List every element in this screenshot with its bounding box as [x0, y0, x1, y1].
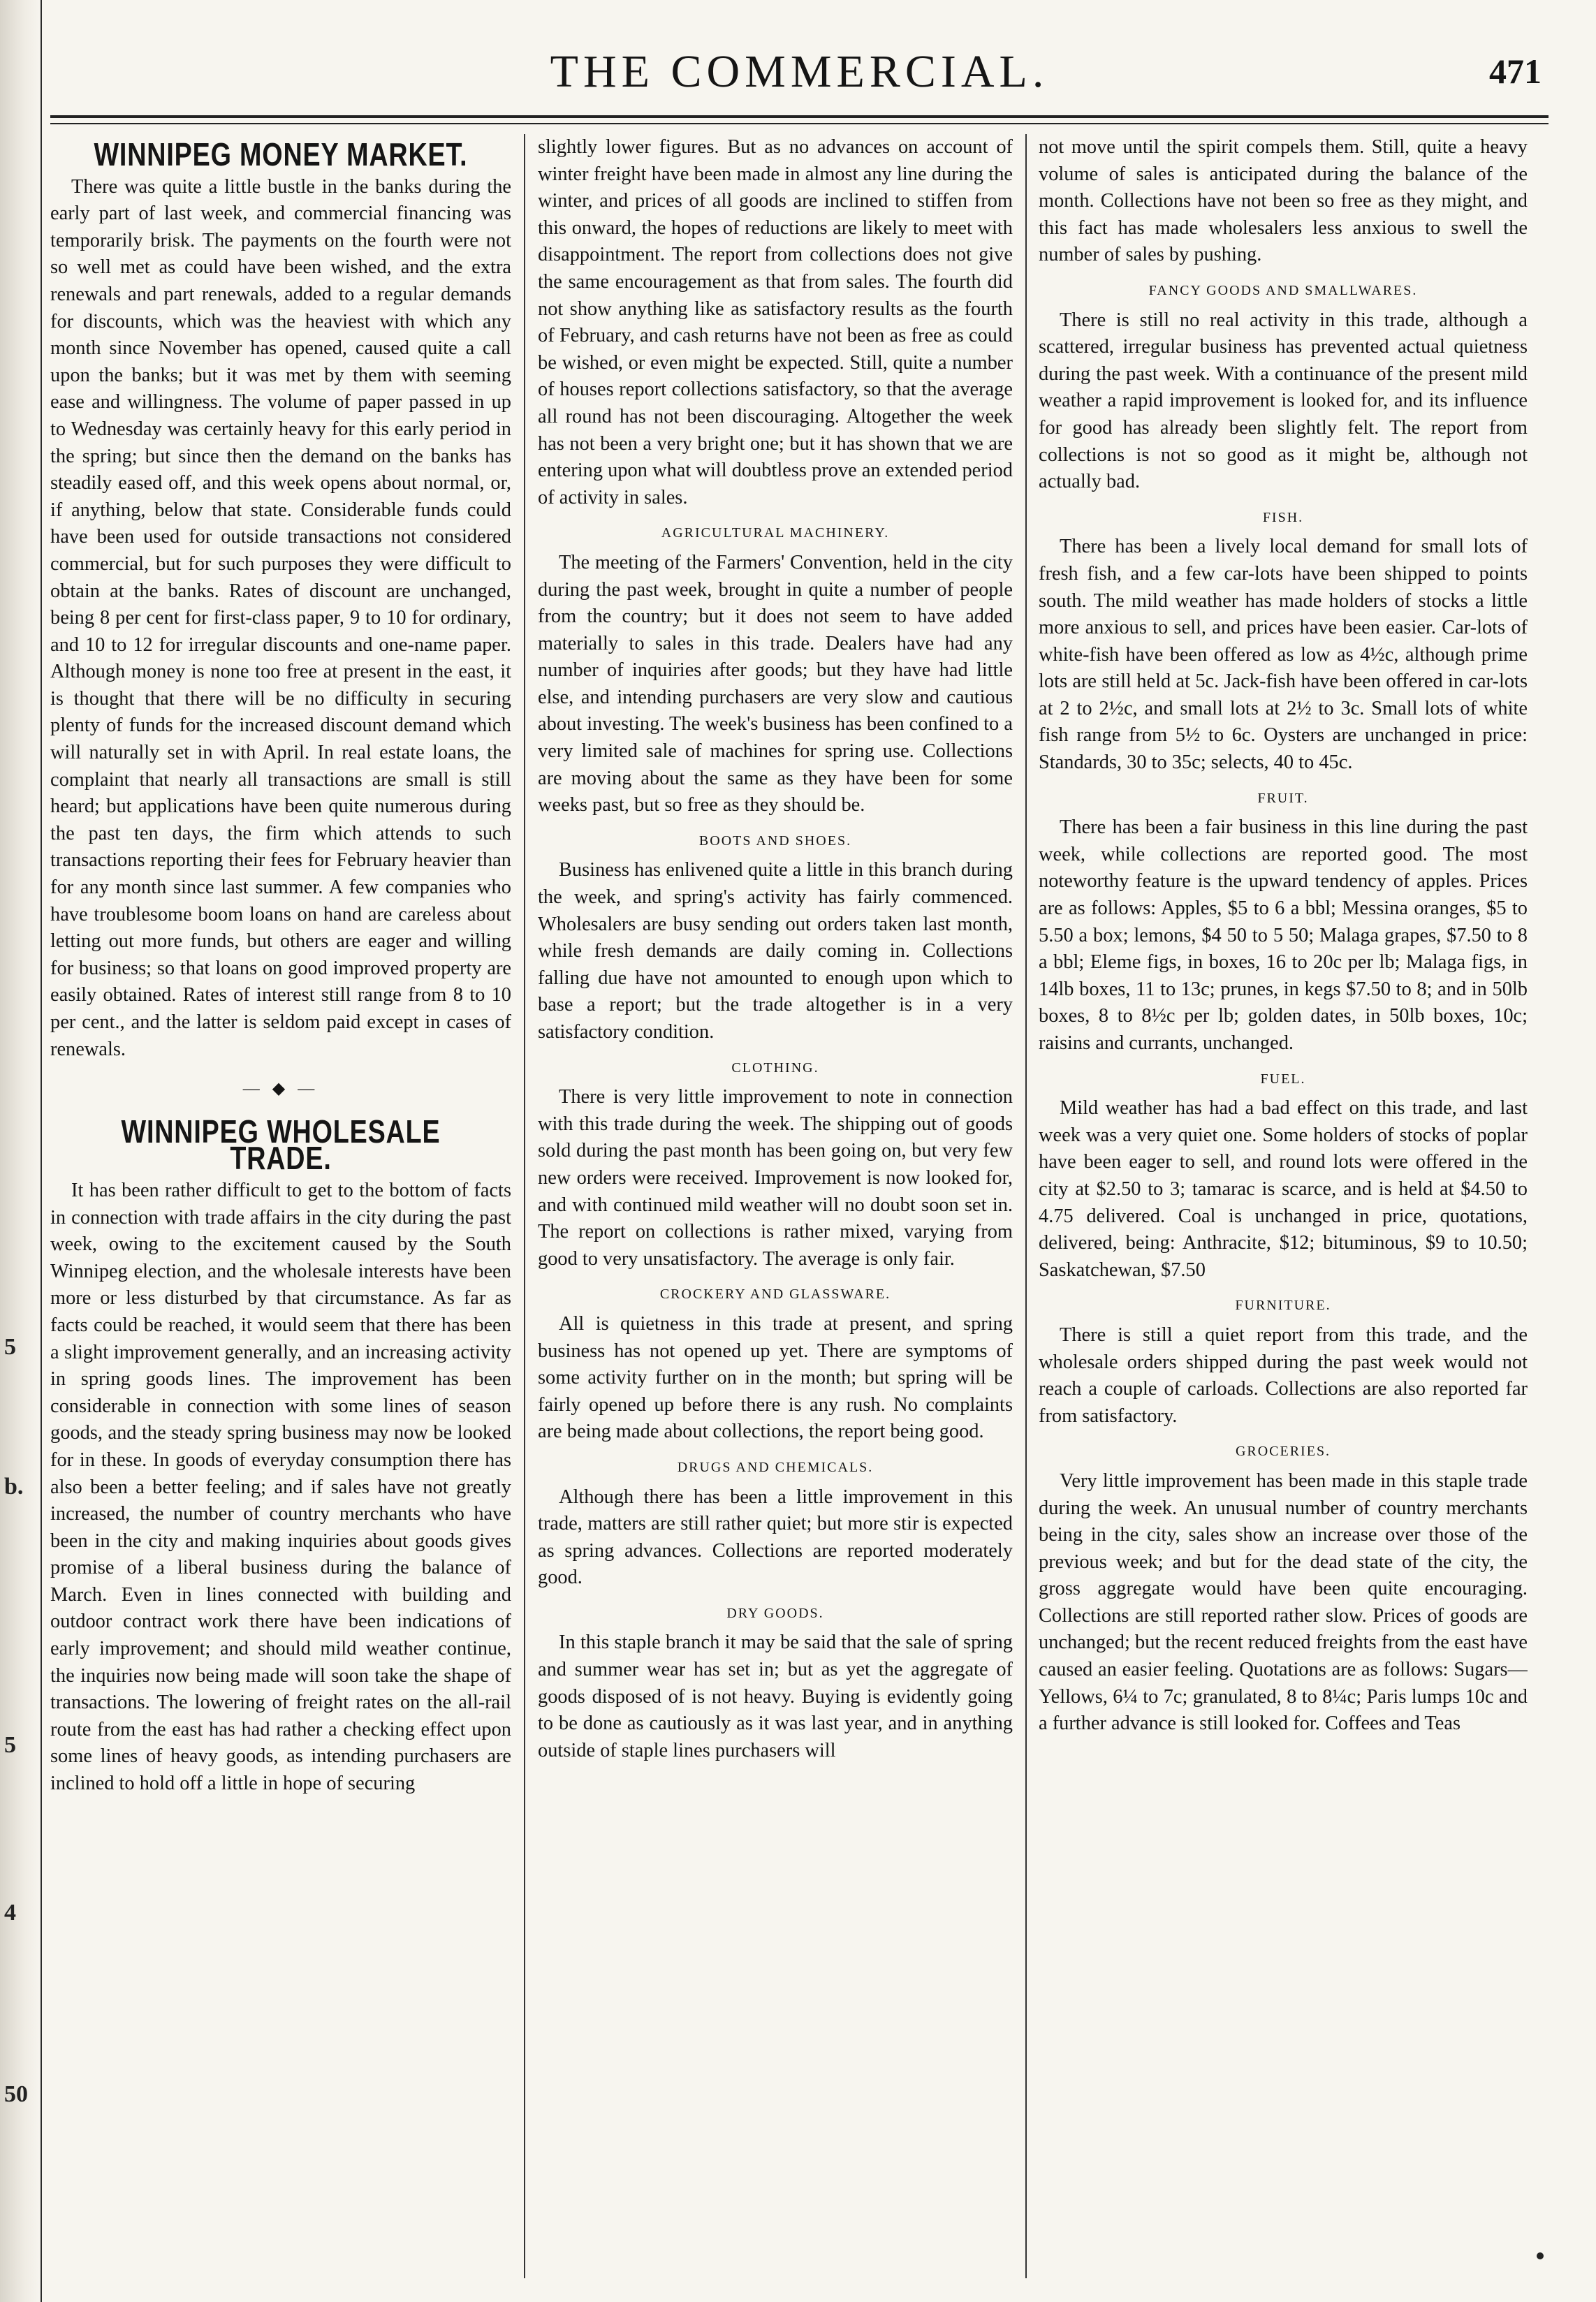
- margin-mark: b.: [4, 1474, 24, 1500]
- section-heading: BOOTS AND SHOES.: [698, 833, 852, 849]
- margin-mark: 4: [4, 1900, 16, 1926]
- section-heading: FANCY GOODS AND SMALLWARES.: [1148, 282, 1418, 298]
- section-heading: FUEL.: [1260, 1071, 1306, 1087]
- section-paragraph: Although there has been a little improvement in this trade, matters are still rather quiet; but more stir is expected as spring advances. Collections are reported moderately good.: [538, 1486, 1013, 1589]
- section-paragraph: Very little improvement has been made in this staple trade during the week. An unusual number of country merchants being in the city, sales show an increase over those of the previous week; and but for the dead state of the city, the gross aggregate would have been quite encouraging. Collections are still reported rather slow. Prices of goods are unchanged; but the recent reduced freights from the east have caused an easier feeling. Quotations are as follows: Sugars—Yellows, 6¼ to 7c; granulated, 8 to 8¼c; Paris lumps 10c and a further advance is still looked for. Coffees and Teas: [1039, 1469, 1528, 1735]
- section-paragraph: There has been a fair business in this line during the past week, while collections are reported good. The most noteworthy feature is the upward tendency of apples. Prices are as follows: Apples, $5 to 6 a bbl; Messina oranges, $5 to 5.50 a box; lemons, $4 50 to 5 50; Malaga grapes, $7.50 to 8 a bbl; Eleme figs, in boxes, 16 to 20c per lb; Malaga figs, in 14lb boxes, 11 to 13c; prunes, in kegs $7.50 to 8; and in 50lb boxes, 8 to 8½c per lb; golden dates, in 50lb boxes, 10c; raisins and currants, unchanged.: [1039, 816, 1528, 1054]
- masthead: [50, 38, 1549, 122]
- section-paragraph: There is still a quiet report from this trade, and the wholesale orders shipped during the past week would not reach a couple of carloads. Collections are also reported far from satisfactory.: [1039, 1324, 1528, 1427]
- column-3: [1039, 134, 1528, 2278]
- section-heading: DRUGS AND CHEMICALS.: [677, 1459, 874, 1475]
- masthead-rule: [50, 115, 1549, 118]
- section-heading: FURNITURE.: [1235, 1298, 1331, 1314]
- section-heading: GROCERIES.: [1235, 1444, 1331, 1460]
- printer-mark: [1537, 2252, 1544, 2259]
- article-heading: WINNIPEG MONEY MARKET.: [94, 136, 468, 173]
- publication-title: THE COMMERCIAL.: [550, 46, 1049, 97]
- section-heading: CLOTHING.: [731, 1060, 819, 1076]
- page-number: 471: [1489, 52, 1542, 91]
- section-paragraph: There is still no real activity in this trade, although a scattered, irregular business has prevented actual quietness during the past week. With a continuance of the present mild weather a rapid improvement is looked for, and its influence for good has already been slightly felt. The report from collections is not so good as it might be, although not actually bad.: [1039, 309, 1528, 493]
- article-heading: WINNIPEG WHOLESALE TRADE.: [121, 1113, 441, 1177]
- section-paragraph: All is quietness in this trade at present, and spring business has not opened up yet. There are symptoms of some activity further on in the month; but spring will be fairly opened up before there is any rush. No complaints are being made about collections, the report being good.: [538, 1312, 1013, 1443]
- section-paragraph: Business has enlivened quite a little in this branch during the week, and spring's activity has fairly commenced. Wholesalers are busy sending out orders taken last month, while fresh demands are daily coming in. Collections falling due have not amounted to enough upon which to base a report; but the trade altogether is in a very satisfactory condition.: [538, 859, 1013, 1043]
- column-2: [538, 134, 1013, 2278]
- section-divider: — ◆ —: [242, 1080, 319, 1099]
- section-paragraph: There has been a lively local demand for small lots of fresh fish, and a few car-lots have been shipped to points south. The mild weather has made holders of stocks a little more anxious to sell, and prices have been easier. Car-lots of white-fish have been offered as low as 4½c, although prime lots are still held at 5c. Jack-fish have been offered in car-lots at 2 to 2½c, and small lots at 2½ to 3c. Small lots of white fish range from 5½ to 6c. Oysters are unchanged in price: Standards, 30 to 35c; selects, 40 to 45c.: [1039, 536, 1528, 774]
- section-paragraph: The meeting of the Farmers' Convention, held in the city during the past week, brought in quite a number of people from the country; but it does not seem to have added materially to sales in this trade. Dealers have had any number of inquiries after goods; but they have had little else, and intending purchasers are very slow and cautious about investing. The week's business has been confined to a very limited sale of machines for spring use. Collections are moving about the same as they have been for some weeks past, but so free as they should be.: [538, 551, 1013, 816]
- binding-margin: [0, 0, 42, 2302]
- column-divider: [1025, 134, 1027, 2278]
- section-paragraph: In this staple branch it may be said that the sale of spring and summer wear has set in; but as yet the aggregate of goods disposed of is not heavy. Buying is evidently going to be done as cautiously as it was last year, and in anything outside of staple lines purchasers will: [538, 1632, 1013, 1761]
- section-paragraph: There is very little improvement to note in connection with this trade during the week. The shipping out of goods sold during the past month has been going on, but very few new orders were received. Improvement is now looked for, and with continued mild weather will no doubt soon set in. The report on collections is rather mixed, varying from good to very unsatisfactory. The average is only fair.: [538, 1086, 1013, 1270]
- margin-mark: 5: [4, 1334, 16, 1360]
- article-paragraph: It has been rather difficult to get to the bottom of facts in connection with trade affairs in the city during the past week, owing to the excitement caused by the South Winnipeg election, and the wholesale interests have been more or less disturbed by that circumstance. As far as facts could be reached, it would seem that there has been a slight improvement generally, and an increasing activity in spring goods lines. The improvement has been considerable in connection with some lines of season goods, and the steady spring business may now be looked for in these. In goods of everyday consumption there has also been a better feeling; and if sales have not greatly increased, the number of country merchants who have been in the city and making inquiries about goods gives promise of a liberal business during the balance of March. Even in lines connected with building and outdoor contract work there have been indications of early improvement; and should mild weather continue, the inquiries now being made will soon take the shape of transactions. The lowering of freight rates on the all-rail route from the east has had rather a checking effect upon some lines of heavy goods, as intending purchasers are inclined to hold off a little in hope of securing: [50, 1179, 511, 1795]
- section-heading: FISH.: [1262, 509, 1304, 525]
- section-paragraph: Mild weather has had a bad effect on this trade, and last week was a very quiet one. Some holders of stocks of poplar have been eager to sell, and round lots were offered in the city at $2.50 to 3; tamarac is scarce, and is held at $4.50 to 4.75 delivered. Coal is unchanged in price, quotations, delivered, being: Anthracite, $12; bituminous, $9 to 10.50; Saskatchewan, $7.50: [1039, 1097, 1528, 1281]
- article-paragraph: slightly lower figures. But as no advances on account of winter freight have been made in almost any line during the winter, and prices of all goods are inclined to stiffen from this onward, the hopes of reductions are likely to meet with disappointment. The report from collections does not give the same encouragement as that from sales. The fourth did not show anything like as satisfactory results as the fourth of February, and cash returns have not been as free as could be wished, or even might be expected. Still, quite a number of houses report collections satisfactory, so that the average all round has not been discouraging. Altogether the week has not been a very bright one; but it has shown that we are entering upon what will doubtless prove an extended period of activity in sales.: [538, 136, 1013, 508]
- article-paragraph: not move until the spirit compels them. Still, quite a heavy volume of sales is anticipated during the balance of the month. Collections have not been so free as they might, and this fact has made wholesalers less anxious to swell the number of sales by pushing.: [1039, 136, 1528, 266]
- section-heading: DRY GOODS.: [726, 1605, 824, 1621]
- column-1: [50, 134, 511, 2278]
- section-heading: CROCKERY AND GLASSWARE.: [659, 1286, 891, 1303]
- column-divider: [524, 134, 525, 2278]
- section-heading: AGRICULTURAL MACHINERY.: [661, 525, 890, 541]
- margin-mark: 5: [4, 1732, 16, 1758]
- margin-mark: 50: [4, 2081, 28, 2107]
- masthead-rule-thin: [50, 123, 1549, 124]
- article-paragraph: There was quite a little bustle in the banks during the early part of last week, and commercial financing was temporarily brisk. The payments on the fourth were not so well met as could have been wished, and the extra renewals and part renewals, added to a regular demands for discounts, which was the heaviest with which any month since November has opened, caused quite a call upon the banks; but it was met by them with seeming ease and willingness. The volume of paper passed in up to Wednesday was certainly heavy for this early period in the spring; but since then the demand on the banks has steadily eased off, and this week opens about normal, or, if anything, below that state. Considerable funds could have been used for outside transactions not considered commercial, but for such purposes they were difficult to obtain at the banks. Rates of discount are unchanged, being 8 per cent for first-class paper, 9 to 10 for ordinary, and 10 to 12 for irregular discounts and one-name paper. Although money is none too free at present in the east, it is thought that there will be no difficulty in securing plenty of funds for the increased discount demand which will naturally set in with April. In real estate loans, the complaint that nearly all transactions are small is still heard; but applications have been quite numerous during the past ten days, the firm which attends to such transactions reporting their fees for February heavier than for any month since last summer. A few companies who have troublesome boom loans on hand are careless about letting out more funds, but others are eager and willing for business; so that loans on good improved property are easily obtained. Rates of interest still range from 8 to 10 per cent., and the latter is seldom paid except in cases of renewals.: [50, 175, 511, 1060]
- section-heading: FRUIT.: [1257, 790, 1309, 806]
